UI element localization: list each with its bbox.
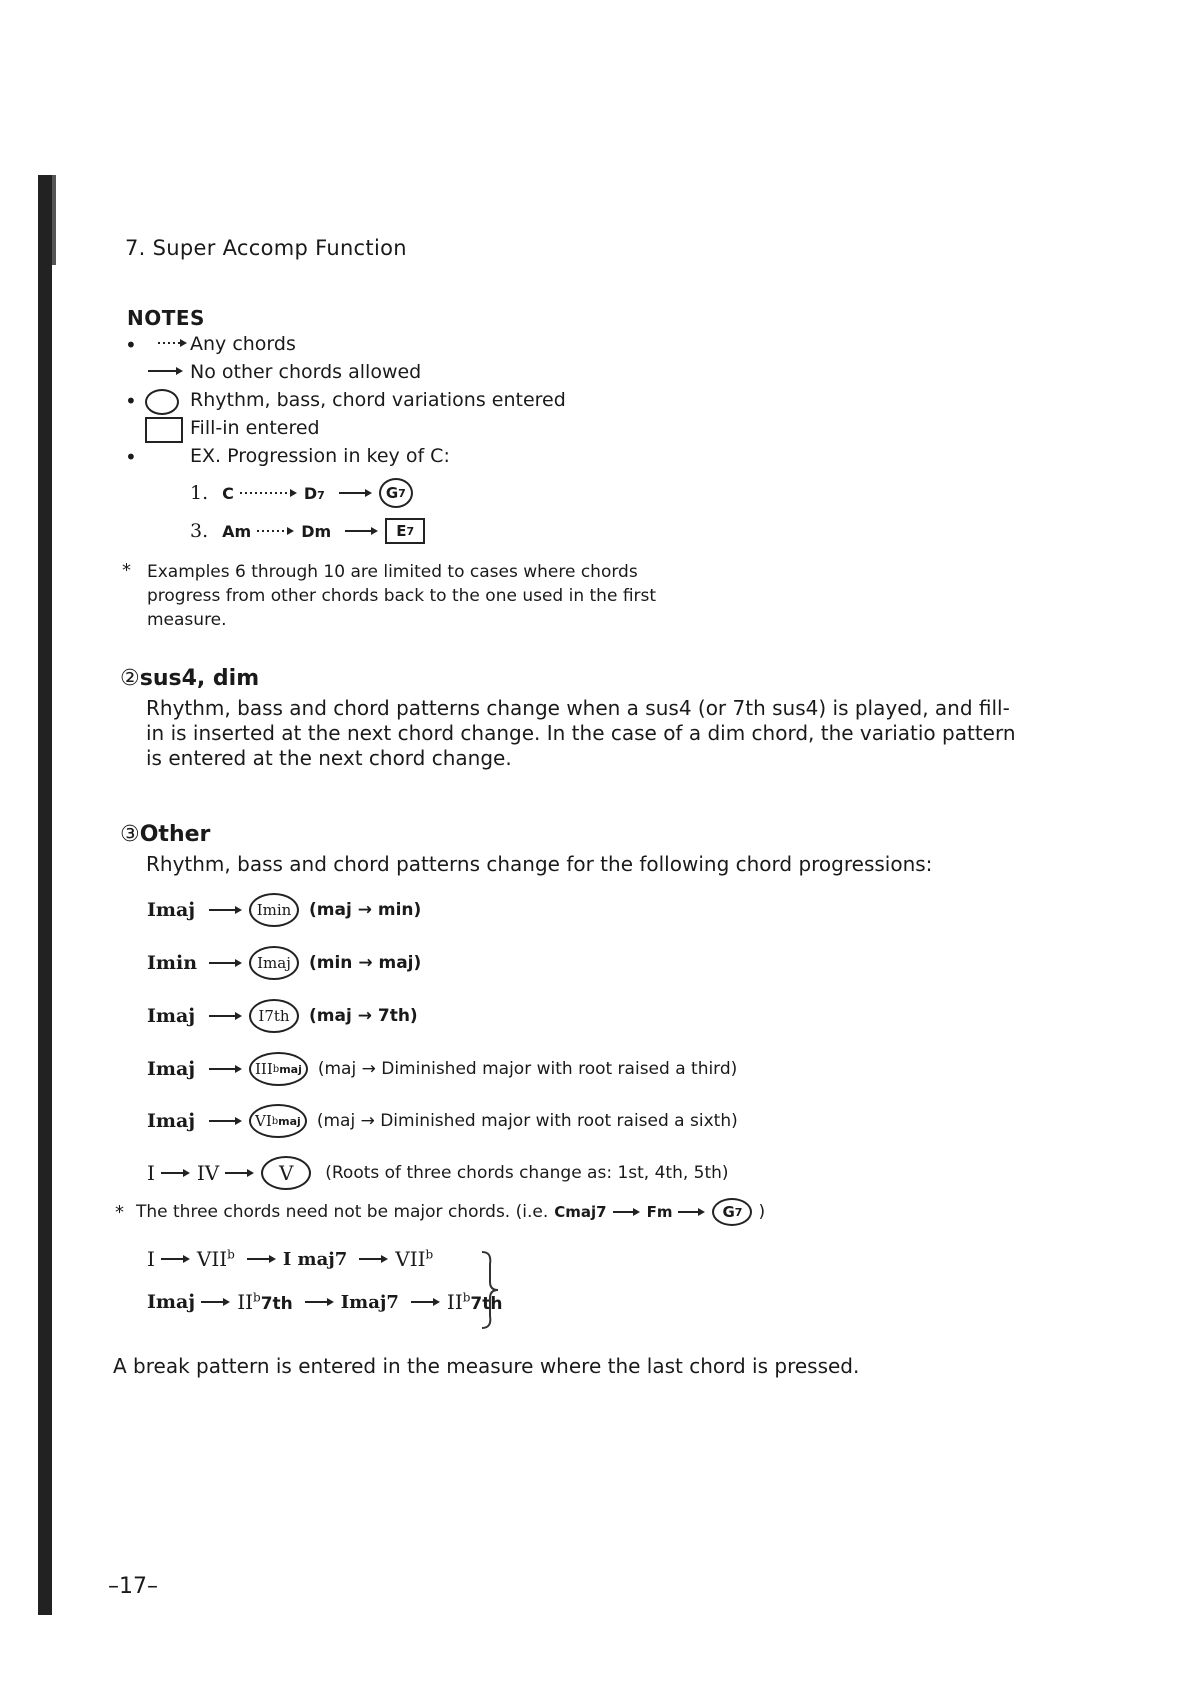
star-note-close: ) bbox=[758, 1202, 766, 1222]
flat-sign: b bbox=[462, 1290, 471, 1305]
chord-root: D bbox=[303, 483, 318, 503]
roman-chord bbox=[395, 1247, 433, 1271]
dotted-arrow-icon bbox=[257, 524, 295, 538]
chord: Dm bbox=[301, 521, 332, 541]
solid-arrow-icon bbox=[161, 1252, 191, 1266]
roots-note: (Roots of three chords change as: 1st, 4th, 5th) bbox=[325, 1163, 729, 1183]
note-fill-in-entered: Fill-in entered bbox=[190, 417, 320, 439]
roots-row bbox=[147, 1156, 729, 1190]
other-intro: Rhythm, bass and chord patterns change for the following chord progressions: bbox=[146, 852, 933, 876]
section-title: 7. Super Accomp Function bbox=[125, 236, 407, 260]
example-3 bbox=[190, 518, 425, 544]
chord-quality: maj bbox=[279, 1062, 302, 1076]
chord-root: G bbox=[722, 1203, 735, 1221]
note-any-chords: Any chords bbox=[190, 333, 296, 355]
example-number: 3. bbox=[190, 520, 209, 542]
flat-sign: b bbox=[271, 1115, 279, 1127]
from-chord: Imaj bbox=[147, 1005, 196, 1027]
chord: Cmaj7 bbox=[554, 1203, 607, 1221]
other-heading-text: Other bbox=[139, 822, 211, 847]
solid-arrow-icon bbox=[613, 1205, 641, 1219]
circled-chord bbox=[379, 478, 413, 508]
dotted-arrow-icon bbox=[158, 333, 188, 357]
from-chord: Imaj bbox=[147, 1058, 196, 1080]
roman-chord: I maj7 bbox=[282, 1248, 348, 1270]
bullet: • bbox=[125, 389, 137, 413]
progression-note: (maj → Diminished major with root raised a sixth) bbox=[316, 1111, 738, 1131]
solid-arrow-icon bbox=[359, 1252, 389, 1266]
chord-quality: maj bbox=[278, 1114, 301, 1128]
star-note bbox=[115, 1198, 765, 1226]
bullet: • bbox=[125, 445, 137, 469]
solid-arrow-icon bbox=[148, 361, 184, 385]
other-heading bbox=[120, 822, 210, 847]
page-number: –17– bbox=[108, 1574, 158, 1599]
star: * bbox=[115, 1201, 124, 1223]
example-number: 1. bbox=[190, 482, 209, 504]
from-chord: Imin bbox=[147, 952, 198, 974]
right-brace-icon bbox=[478, 1250, 500, 1334]
circled-chord: V bbox=[261, 1156, 311, 1190]
flat-sign: b bbox=[227, 1247, 235, 1262]
chord-quality: 7th bbox=[260, 1294, 293, 1314]
dotted-arrow-icon bbox=[240, 486, 298, 500]
chord-quality: 7th bbox=[470, 1294, 503, 1314]
circled-chord: Imaj bbox=[249, 946, 299, 980]
break-note: A break pattern is entered in the measure where the last chord is pressed. bbox=[113, 1354, 860, 1378]
roman-chord bbox=[237, 1290, 293, 1314]
chord: Am bbox=[222, 521, 252, 541]
roman-chord bbox=[197, 1247, 235, 1271]
progression-row-2 bbox=[147, 946, 421, 980]
progression-row-4 bbox=[147, 1052, 737, 1086]
chord-suffix: 7 bbox=[734, 1205, 743, 1219]
circled-number-3: ③ bbox=[120, 822, 140, 847]
solid-arrow-icon bbox=[305, 1295, 335, 1309]
chord-root: II bbox=[446, 1290, 463, 1314]
chord-root: III bbox=[255, 1060, 273, 1078]
break-row-1 bbox=[147, 1247, 433, 1271]
bullet: • bbox=[125, 333, 137, 357]
chord-suffix: 7 bbox=[398, 486, 406, 500]
solid-arrow-icon bbox=[209, 1062, 243, 1076]
roman-chord: Imaj bbox=[147, 1291, 196, 1313]
boxed-chord bbox=[385, 518, 425, 544]
solid-arrow-icon bbox=[411, 1295, 441, 1309]
from-chord: Imaj bbox=[147, 899, 196, 921]
chord-suffix: 7 bbox=[406, 524, 415, 538]
chord-root: VII bbox=[196, 1247, 228, 1271]
chord-root: II bbox=[237, 1290, 253, 1314]
chord: Fm bbox=[646, 1203, 673, 1221]
solid-arrow-icon bbox=[161, 1166, 191, 1180]
sus4-body: Rhythm, bass and chord patterns change when a sus4 (or 7th sus4) is played, and fill-in is inserted at the next chord change. In the case of a dim chord, the variatio pattern is entered at the next chord change. bbox=[146, 696, 1016, 770]
note-example-progression: EX. Progression in key of C: bbox=[190, 445, 450, 467]
solid-arrow-icon bbox=[225, 1166, 255, 1180]
footnote-text: Examples 6 through 10 are limited to cases where chords progress from other chords back to the one used in the first measure. bbox=[147, 562, 657, 630]
roman-chord: I bbox=[147, 1161, 155, 1185]
notes-heading: NOTES bbox=[127, 306, 205, 330]
from-chord: Imaj bbox=[147, 1110, 196, 1132]
solid-arrow-icon bbox=[209, 903, 243, 917]
solid-arrow-icon bbox=[209, 1114, 243, 1128]
star-note-text: The three chords need not be major chords. (i.e. bbox=[136, 1202, 549, 1222]
circled-chord bbox=[249, 1052, 308, 1086]
note-no-other-chords: No other chords allowed bbox=[190, 361, 422, 383]
solid-arrow-icon bbox=[209, 956, 243, 970]
break-row-2 bbox=[147, 1290, 502, 1314]
solid-arrow-icon bbox=[345, 524, 379, 538]
sus4-heading bbox=[120, 666, 259, 691]
solid-arrow-icon bbox=[678, 1205, 706, 1219]
solid-arrow-icon bbox=[201, 1295, 231, 1309]
circled-chord bbox=[712, 1198, 752, 1226]
circled-number-2: ② bbox=[120, 666, 140, 691]
roman-chord: I bbox=[147, 1247, 155, 1271]
scan-binding-edge bbox=[38, 175, 52, 1615]
chord-root: VII bbox=[395, 1247, 426, 1271]
progression-row-3 bbox=[147, 999, 418, 1033]
flat-sign: b bbox=[272, 1063, 280, 1075]
progression-note: (maj → Diminished major with root raised a third) bbox=[317, 1059, 738, 1079]
chord-root: G bbox=[385, 484, 399, 502]
circled-chord: Imin bbox=[249, 893, 299, 927]
progression-row-5 bbox=[147, 1104, 738, 1138]
chord-root: E bbox=[396, 522, 407, 540]
flat-sign: b bbox=[425, 1247, 434, 1262]
circled-chord: I7th bbox=[249, 999, 299, 1033]
sus4-heading-text: sus4, dim bbox=[139, 666, 260, 691]
solid-arrow-icon bbox=[247, 1252, 277, 1266]
footnote-star: * bbox=[122, 560, 131, 581]
scan-binding-edge-shadow bbox=[52, 175, 56, 265]
solid-arrow-icon bbox=[209, 1009, 243, 1023]
chord-root: VI bbox=[255, 1112, 272, 1130]
chord: C bbox=[222, 483, 234, 503]
chord bbox=[304, 484, 325, 503]
example-1 bbox=[190, 478, 413, 508]
oval-symbol-icon bbox=[145, 389, 179, 415]
progression-note: (min → maj) bbox=[309, 953, 422, 973]
roman-chord: IV bbox=[196, 1161, 220, 1185]
rectangle-symbol-icon bbox=[145, 417, 183, 443]
solid-arrow-icon bbox=[339, 486, 373, 500]
circled-chord bbox=[249, 1104, 307, 1138]
progression-note: (maj → 7th) bbox=[309, 1006, 418, 1026]
progression-note: (maj → min) bbox=[309, 900, 422, 920]
progression-row-1 bbox=[147, 893, 421, 927]
flat-sign: b bbox=[253, 1290, 261, 1305]
chord-suffix: 7 bbox=[317, 488, 325, 502]
roman-chord: Imaj7 bbox=[340, 1291, 399, 1313]
note-variations-entered: Rhythm, bass, chord variations entered bbox=[190, 389, 566, 411]
